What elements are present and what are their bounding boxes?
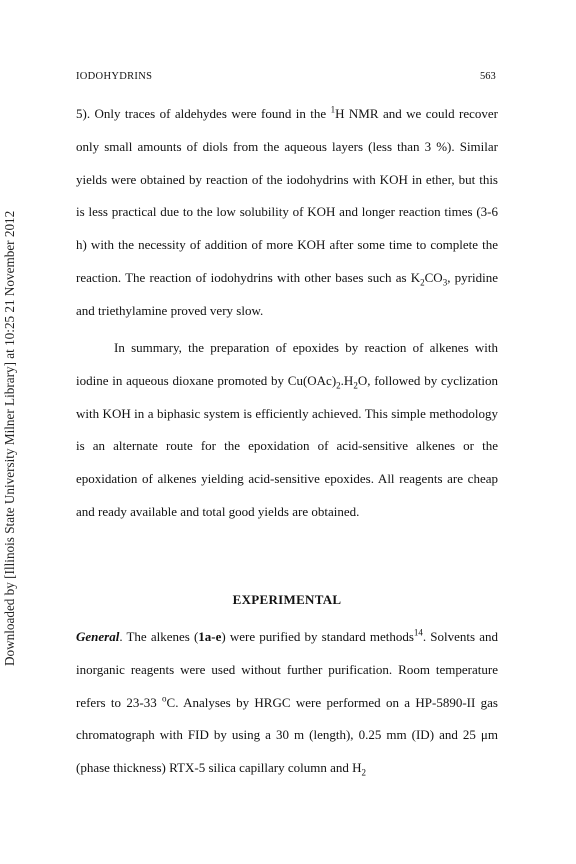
section-heading-experimental: EXPERIMENTAL <box>232 592 342 607</box>
download-watermark <box>2 196 18 666</box>
reference-superscript: 14 <box>413 627 423 638</box>
text-run: C. Analyses by HRGC were performed on a HP-5890-II gas chromatograph with FID by using a 30 m (length), 0.25 mm (ID) and 25 μm (phase thickness) RTX-5 silica capillary column and H <box>76 694 498 776</box>
text-run: ) were purified by standard methods <box>221 629 414 644</box>
text-run: . Solvents and inorganic reagents were used without further purification. Room temperature refers to 23-33 <box>76 629 498 710</box>
compound-label: 1a-e <box>198 629 222 644</box>
text-run: .H <box>340 372 354 388</box>
paragraph-summary <box>76 332 498 529</box>
subscript: 2 <box>353 380 358 391</box>
superscript: 1 <box>330 104 336 115</box>
text-run: . The alkenes ( <box>119 629 199 644</box>
degree-superscript: o <box>162 693 167 704</box>
page-number: 563 <box>480 71 496 82</box>
subscript: 2 <box>361 767 366 778</box>
paragraph-results <box>76 98 498 328</box>
subscript: 3 <box>442 277 448 288</box>
text-run: , pyridine and triethylamine proved very slow. <box>76 269 498 318</box>
text-run: CO <box>424 269 443 285</box>
subscript: 2 <box>336 380 341 391</box>
paragraph-general <box>76 621 498 785</box>
running-title: IODOHYDRINS <box>76 71 153 82</box>
download-watermark-text: Downloaded by [Illinois State University Milner Library] at 10:25 21 November 2012 <box>2 210 17 666</box>
text-run: O, followed by cyclization with KOH in a biphasic system is efficiently achieved. This simple methodology is an alternate route for the epoxidation of acid-sensitive alkenes or the epoxidation of alkenes yielding acid-sensitive epoxides. All reagents are cheap and ready available and total good yields are obtained. <box>76 372 498 519</box>
text-run: H NMR and we could recover only small amounts of diols from the aqueous layers (less than 3 %). Similar yields were obtained by reaction of the iodohydrins with KOH in ether, but this is less practical due to the low solubility of KOH and longer reaction times (3-6 h) with the necessity of addition of more KOH after some time to complete the reaction. The reaction of iodohydrins with other bases such as K <box>76 106 498 285</box>
text-run: In summary, the preparation of epoxides by reaction of alkenes with iodine in aqueous dioxane promoted by Cu(OAc) <box>76 340 498 388</box>
text-run: 5). Only traces of aldehydes were found in the <box>76 106 331 121</box>
subscript: 2 <box>420 277 425 288</box>
run-in-heading: General <box>76 629 120 644</box>
